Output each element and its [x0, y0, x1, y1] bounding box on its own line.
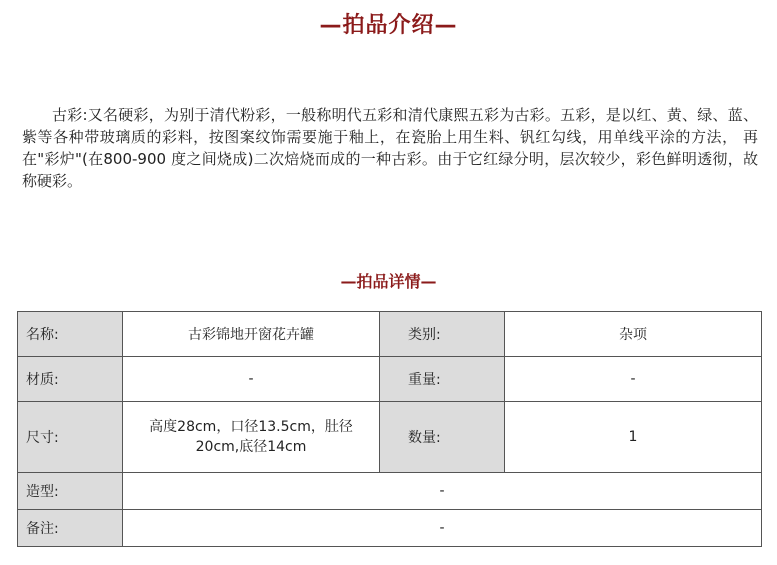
note-label: 备注: [18, 510, 123, 547]
name-label: 名称: [18, 312, 123, 357]
intro-heading: —拍品介绍— [319, 13, 458, 38]
shape-label: 造型: [18, 473, 123, 510]
quantity-value: 1 [505, 402, 762, 473]
details-table [17, 311, 762, 547]
size-label: 尺寸: [18, 402, 123, 473]
details-heading: —拍品详情— [340, 272, 437, 291]
material-value: - [123, 357, 380, 402]
name-value: 古彩锦地开窗花卉罐 [123, 312, 380, 357]
category-value: 杂项 [505, 312, 762, 357]
note-value: - [123, 510, 762, 547]
material-label: 材质: [18, 357, 123, 402]
table-row [18, 312, 762, 357]
intro-paragraph: 古彩:又名硬彩，为别于清代粉彩，一般称明代五彩和清代康熙五彩为古彩。五彩，是以红、黄、绿、蓝、紫等各种带玻璃质的彩料，按图案纹饰需要施于釉上，在瓷胎上用生料、钒红勾线，用单线平涂的方法， 再在"彩炉"(在800-900 度之间烧成)二次焙烧而成的一种古彩。由于它红绿分明，层次较少，彩色鲜明透彻，故称硬彩。 [22, 106, 758, 190]
table-row [18, 510, 762, 547]
weight-value: - [505, 357, 762, 402]
table-row [18, 402, 762, 473]
weight-label: 重量: [380, 357, 505, 402]
table-row [18, 357, 762, 402]
table-row [18, 473, 762, 510]
size-value: 高度28cm，口径13.5cm，肚径20cm,底径14cm [123, 402, 380, 473]
quantity-label: 数量: [380, 402, 505, 473]
shape-value: - [123, 473, 762, 510]
category-label: 类别: [380, 312, 505, 357]
